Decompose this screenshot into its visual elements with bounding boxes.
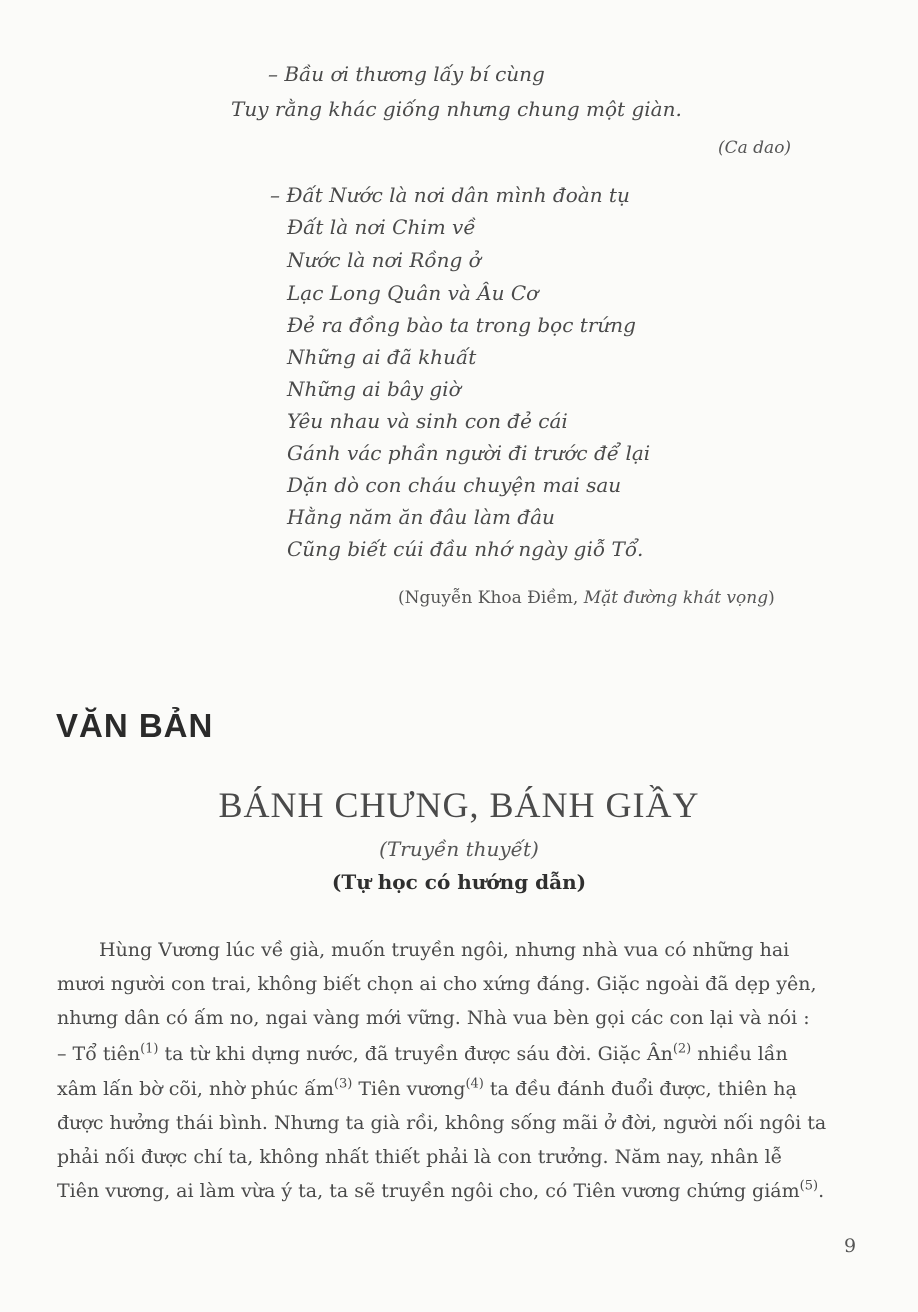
body-p2-line-1 bbox=[57, 1043, 788, 1065]
poem2-source-author: (Nguyễn Khoa Điềm, bbox=[398, 588, 584, 608]
poem1-source: (Ca dao) bbox=[718, 138, 792, 158]
page-number: 9 bbox=[844, 1235, 857, 1257]
body-p2-text: Tiên vương bbox=[352, 1078, 466, 1100]
poem2-line-1: – Đất Nước là nơi dân mình đoàn tụ bbox=[270, 183, 630, 207]
poem2-line-11: Hằng năm ăn đâu làm đâu bbox=[287, 505, 555, 529]
footnote-ref-5: (5) bbox=[799, 1178, 819, 1194]
story-title: BÁNH CHƯNG, BÁNH GIẦY bbox=[218, 785, 700, 825]
poem2-line-10: Dặn dò con cháu chuyện mai sau bbox=[287, 473, 622, 497]
poem2-line-8: Yêu nhau và sinh con đẻ cái bbox=[287, 409, 568, 433]
footnote-ref-1: (1) bbox=[140, 1041, 159, 1057]
body-p2-line-3: được hưởng thái bình. Nhưng ta già rồi, không sống mãi ở đời, người nối ngôi ta bbox=[57, 1112, 827, 1134]
poem2-line-12: Cũng biết cúi đầu nhớ ngày giỗ Tổ. bbox=[287, 537, 644, 561]
poem2-source-close: ) bbox=[768, 588, 775, 608]
footnote-ref-2: (2) bbox=[672, 1041, 692, 1057]
poem2-line-4: Lạc Long Quân và Âu Cơ bbox=[287, 281, 539, 305]
body-p1-line-1: Hùng Vương lúc về già, muốn truyền ngôi, nhưng nhà vua có những hai bbox=[99, 939, 790, 961]
footnote-ref-4: (4) bbox=[465, 1076, 484, 1092]
body-p2-text: nhiều lần bbox=[691, 1043, 788, 1065]
poem1-line-2: Tuy rằng khác giống nhưng chung một giàn. bbox=[231, 97, 682, 121]
story-genre: (Truyền thuyết) bbox=[379, 837, 539, 861]
body-p2-text: – Tổ tiên bbox=[57, 1043, 141, 1065]
body-p1-line-3: nhưng dân có ấm no, ngai vàng mới vững. Nhà vua bèn gọi các con lại và nói : bbox=[57, 1007, 810, 1029]
body-p2-line-4: phải nối được chí ta, không nhất thiết phải là con trưởng. Năm nay, nhân lễ bbox=[57, 1146, 783, 1168]
poem2-line-5: Đẻ ra đồng bào ta trong bọc trứng bbox=[287, 313, 636, 337]
body-p2-text: xâm lấn bờ cõi, nhờ phúc ấm bbox=[57, 1078, 334, 1100]
poem2-line-3: Nước là nơi Rồng ở bbox=[287, 248, 481, 272]
poem2-line-2: Đất là nơi Chim về bbox=[287, 215, 476, 239]
body-p2-text: ta từ khi dựng nước, đã truyền được sáu đời. Giặc Ân bbox=[158, 1043, 673, 1065]
footnote-ref-3: (3) bbox=[333, 1076, 353, 1092]
body-p2-text: . bbox=[818, 1180, 825, 1202]
poem2-line-6: Những ai đã khuất bbox=[287, 345, 477, 369]
poem2-source-work: Mặt đường khát vọng bbox=[583, 588, 769, 608]
body-p1-line-2: mươi người con trai, không biết chọn ai cho xứng đáng. Giặc ngoài đã dẹp yên, bbox=[57, 973, 817, 995]
poem2-line-9: Gánh vác phần người đi trước để lại bbox=[287, 441, 651, 465]
poem1-line-1: – Bầu ơi thương lấy bí cùng bbox=[268, 62, 545, 86]
body-p2-text: ta đều đánh đuổi được, thiên hạ bbox=[483, 1078, 797, 1100]
story-note: (Tự học có hướng dẫn) bbox=[331, 870, 587, 894]
section-heading: VĂN BẢN bbox=[56, 707, 214, 744]
poem2-line-7: Những ai bây giờ bbox=[287, 377, 461, 401]
body-p2-line-5 bbox=[57, 1180, 824, 1202]
body-p2-text: Tiên vương, ai làm vừa ý ta, ta sẽ truyền ngôi cho, có Tiên vương chứng giám bbox=[57, 1180, 800, 1202]
poem2-source bbox=[398, 588, 775, 608]
body-p2-line-2 bbox=[57, 1078, 797, 1100]
